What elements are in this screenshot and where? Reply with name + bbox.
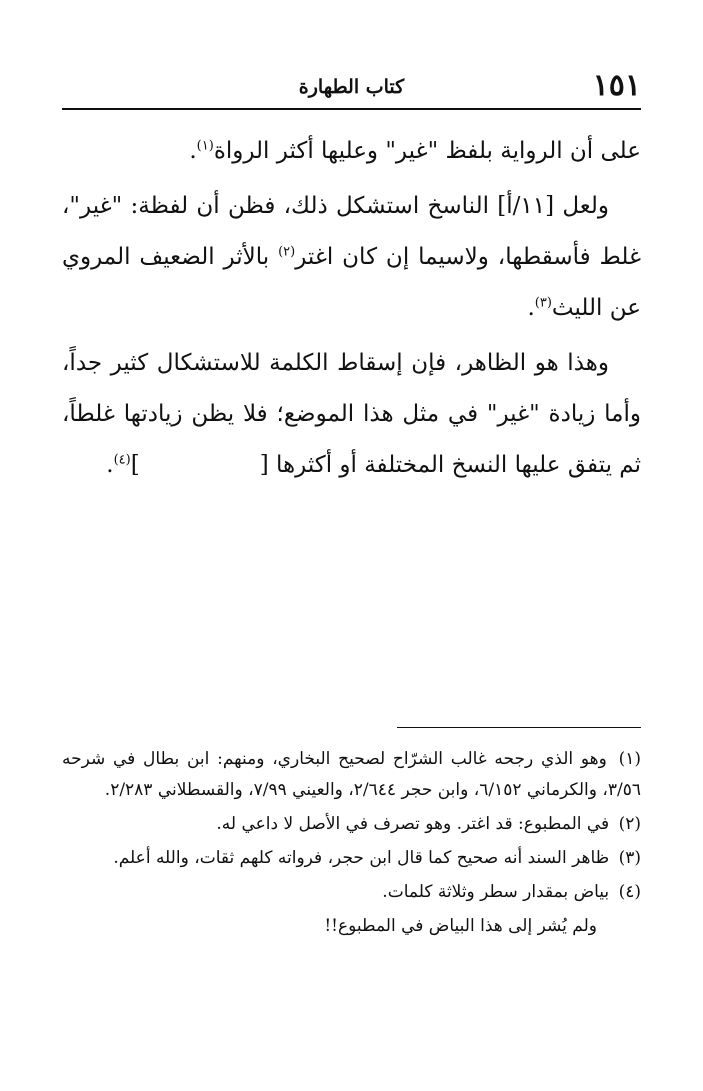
footnote-divider xyxy=(397,727,641,728)
footnote-number: (١) xyxy=(618,749,641,769)
footnote-number: (٢) xyxy=(618,814,641,834)
running-title: كتاب الطهارة xyxy=(298,76,405,98)
footnote-1: (١) وهو الذي رجحه غالب الشرّاح لصحيح البخاري، ومنهم: ابن بطال في شرحه ٣/٥٦، والكرماني ٦/١٥٢، وابن حجر ٢/٦٤٤، والعيني ٧/٩٩، والقسطلاني ٢/٢٨٣. xyxy=(62,749,641,800)
paragraph-3: وهذا هو الظاهر، فإن إسقاط الكلمة للاستشكال كثير جداً، وأما زيادة "غير" في مثل هذا الموضع؛ فلا يظن زيادتها غلطاً، ثم يتفق عليها النسخ المختلفة أو أكثرها []$^{(٤)}$. xyxy=(62,350,641,478)
header-divider xyxy=(62,108,641,110)
footnote-ref-2[interactable]: (٢) xyxy=(278,244,296,260)
footnote-2: (٢) في المطبوع: قد اغتر. وهو تصرف في الأصل لا داعي له. xyxy=(216,814,641,834)
footnote-ref-3[interactable]: (٣) xyxy=(534,295,552,311)
page-header xyxy=(62,66,641,106)
paragraph-2: ولعل [١١/أ] الناسخ استشكل ذلك، فظن أن لفظة: "غير"، غلط فأسقطها، ولاسيما إن كان اغتر$^{(٢)}$ بالأثر الضعيف المروي عن الليث$^{(٣)}$. xyxy=(62,193,641,321)
page-number: ١٥١ xyxy=(592,68,641,103)
footnote-number: (٤) xyxy=(618,882,641,902)
footnote-4-continuation: ولم يُشر إلى هذا البياض في المطبوع!! xyxy=(324,916,597,936)
main-text xyxy=(62,126,641,495)
footnote-number: (٣) xyxy=(618,848,641,868)
footnotes xyxy=(62,744,641,945)
footnote-3: (٣) ظاهر السند أنه صحيح كما قال ابن حجر، فرواته كلهم ثقات، والله أعلم. xyxy=(113,848,641,868)
footnote-4: (٤) بياض بمقدار سطر وثلاثة كلمات. xyxy=(382,882,641,902)
footnote-ref-1[interactable]: (١) xyxy=(196,138,214,154)
paragraph-1: على أن الرواية بلفظ "غير" وعليها أكثر الرواة$^{(١)}$. xyxy=(189,138,641,164)
footnote-ref-4[interactable]: (٤) xyxy=(113,452,131,468)
